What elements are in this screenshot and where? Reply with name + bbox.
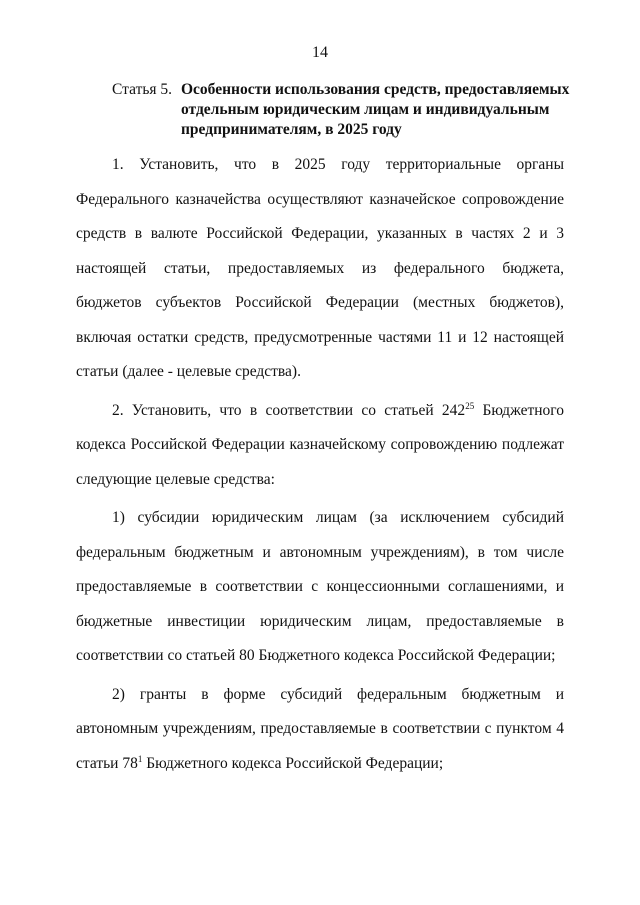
document-body [76, 148, 564, 785]
article-title: Особенности использования средств, предоставляемых отдельным юридическим лицам и индивидуальным предпринимателям, в 2025 году [181, 81, 570, 138]
superscript-1: 1 [137, 753, 143, 764]
paragraph-item-2-text-end: Бюджетного кодекса Российской Федерации; [142, 754, 444, 772]
paragraph-2-text-start: 2. Установить, что в соответствии со статьей 242 [112, 401, 466, 419]
paragraph-1: 1. Установить, что в 2025 году территориальные органы Федерального казначейства осуществляют казначейское сопровождение средств в валюте Российской Федерации, указанных в частях 2 и 3 настоящей статьи, предоставляемых из федерального бюджета, бюджетов субъектов Российской Федерации (местных бюджетов), включая остатки средств, предусмотренные частями 11 и 12 настоящей статьи (далее - целевые средства). [76, 156, 564, 380]
page-number: 14 [312, 44, 328, 61]
article-heading [112, 80, 582, 140]
paragraph-item-2 [76, 678, 564, 782]
paragraph-item-1: 1) субсидии юридическим лицам (за исключением субсидий федеральным бюджетным и автономным учреждениям), в том числе предоставляемые в соответствии с концессионными соглашениями, и бюджетные инвестиции юридическим лицам, предоставляемые в соответствии со статьей 80 Бюджетного кодекса Российской Федерации; [76, 509, 564, 664]
paragraph-2-text-end: Бюджетного кодекса Российской Федерации казначейскому сопровождению подлежат следующие целевые средства: [76, 401, 564, 488]
article-label: Статья 5. [112, 81, 173, 98]
superscript-25: 25 [465, 400, 475, 411]
paragraph-item-2-text-start: 2) гранты в форме субсидий федеральным бюджетным и автономным учреждениям, предоставляемые в соответствии с пунктом 4 статьи 78 [76, 685, 564, 772]
paragraph-2 [76, 394, 564, 498]
